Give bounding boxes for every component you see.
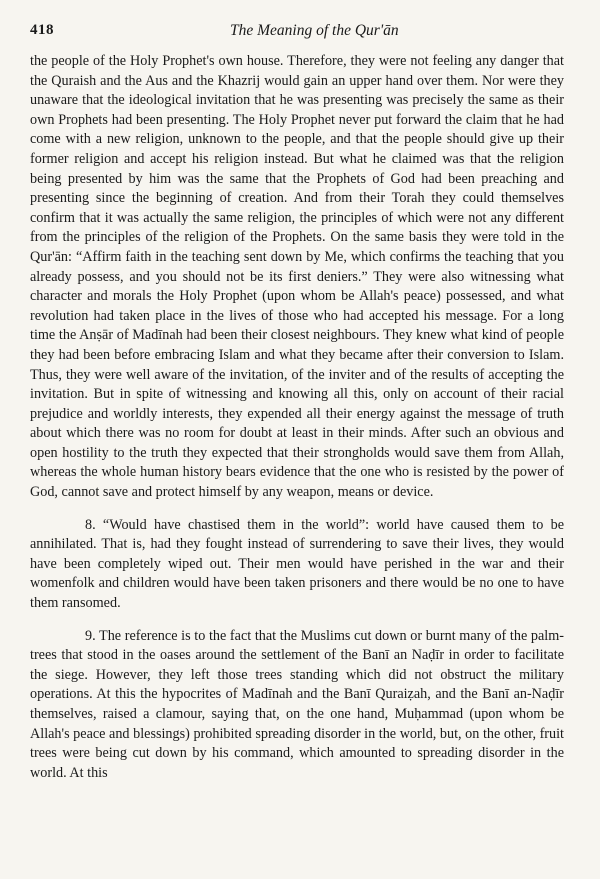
paragraph-continuation: the people of the Holy Prophet's own house. Therefore, they were not feeling any danger that the Quraish and the Aus and the Khazrij would gain an upper hand over them. Nor were they unaware that the ideological invitation that he was presenting was precisely the same as their own Prophets had been presenting. The Holy Prophet never put forward the claim that he had come with a new religion, unknown to the people, and that the people should give up their former religion and accept his religion instead. But what he claimed was that the religion being presented by him was the same that the Prophets of God had been preaching and presenting since the beginning of creation. And from their Torah they could themselves confirm that it was actually the same religion, the principles of which were not any different from the principles of the religion of the Prophets. On the same basis they were told in the Qur'ān: “Affirm faith in the teaching sent down by Me, which confirms the teaching that you already possess, and you should not be its first deniers.” They were also witnessing what character and morals the Holy Prophet (upon whom be Allah's peace) possessed, and what revolution had taken place in the lives of those who had accepted his message. For a long time the Anṣār of Madīnah had been their closest neighbours. They knew what kind of people they had been before embracing Islam and what they became after their conversion to Islam. Thus, they were well aware of the invitation, of the inviter and of the results of accepting the invitation. But in spite of witnessing and knowing all this, only on account of their racial prejudice and worldly interests, they expended all their energy against the message of truth about which there was no room for doubt at least in their minds. After such an obvious and open hostility to the truth they expected that their strongholds would save them from Allah, whereas the whole human history bears evidence that the one who is resisted by the power of God, cannot save and protect himself by any weapon, means or device.: [30, 53, 564, 501]
body-text: [30, 52, 564, 783]
page-number: 418: [30, 22, 54, 38]
page-header: [30, 22, 570, 42]
note-9: 9. The reference is to the fact that the Muslims cut down or burnt many of the palm-trees that stood in the oases around the settlement of the Banī an Naḍīr in order to facilitate the siege. However, they left those trees standing which did not obstruct the military operations. At this the hypocrites of Madīnah and the Banī Quraiẓah, and the Banī an-Naḍīr themselves, raised a clamour, saying that, on the one hand, Muḥammad (upon whom be Allah's peace and blessings) prohibited spreading disorder in the world, but, on the other, fruit trees were being cut down by his command, which amounted to spreading disorder in the world. At this: [30, 627, 564, 781]
note-8: 8. “Would have chastised them in the world”: world have caused them to be annihilated. That is, had they fought instead of surrendering to save their lives, they would have been completely wiped out. Their men would have perished in the war and their womenfolk and children would have been taken prisoners and there would be no one to have them ransomed.: [30, 516, 564, 612]
running-title: The Meaning of the Qur'ān: [230, 22, 399, 39]
